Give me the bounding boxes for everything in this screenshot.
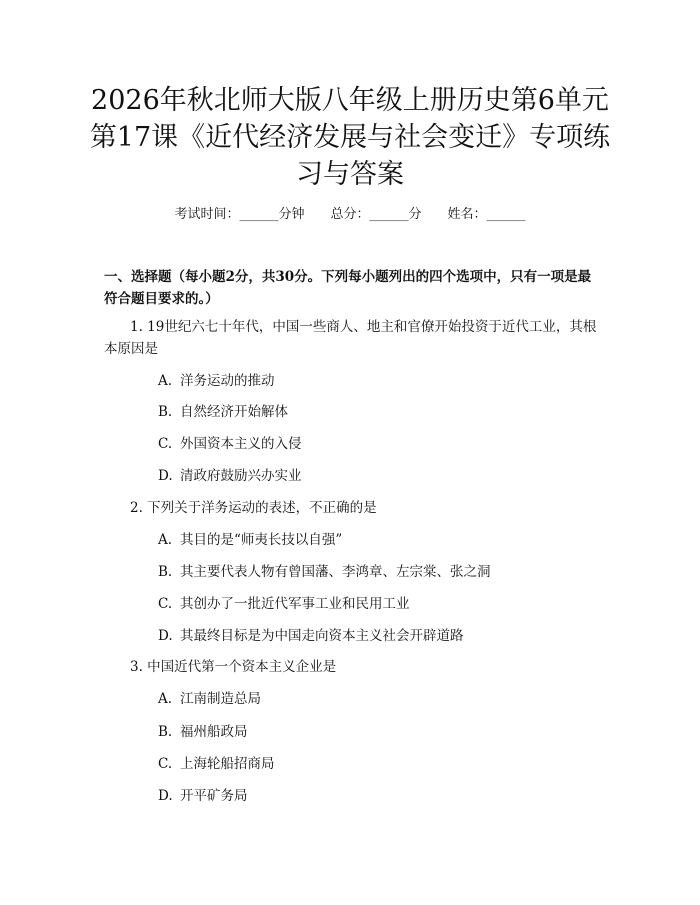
option-letter: D. (158, 468, 173, 484)
option-letter: B. (158, 564, 173, 580)
question-1-option-a (158, 371, 275, 391)
question-text: 2. 下列关于洋务运动的表述，不正确的是 (130, 500, 377, 516)
option-letter: D. (158, 628, 173, 644)
option-letter: C. (158, 596, 173, 612)
document-title: 2026年秋北师大版八年级上册历史第6单元第17课《近代经济发展与社会变迁》专项练习与答案 (89, 85, 611, 190)
option-letter: A. (158, 691, 173, 707)
option-text: 其主要代表人物有曾国藩、李鸿章、左宗棠、张之洞 (180, 564, 491, 580)
option-text: 江南制造总局 (180, 691, 261, 707)
question-2-option-c (158, 594, 410, 614)
option-text: 其目的是“师夷长技以自强” (180, 532, 343, 548)
question-2-option-d (158, 626, 464, 646)
question-2-option-a (158, 530, 342, 550)
option-letter: A. (158, 373, 173, 389)
total-score-field: 总分：______分 (330, 207, 422, 222)
question-3-option-b (158, 722, 248, 742)
option-letter: C. (158, 436, 173, 452)
option-text: 其最终目标是为中国走向资本主义社会开辟道路 (180, 628, 464, 644)
question-text: 1. 19世纪六七十年代，中国一些商人、地主和官僚开始投资于近代工业，其根本原因是 (104, 319, 597, 357)
question-2-option-b (158, 562, 491, 582)
option-letter: A. (158, 532, 173, 548)
section-heading: 一、选择题（每小题2分，共30分。下列每小题列出的四个选项中，只有一项是最符合题目要求的。） (104, 269, 592, 307)
student-name-field: 姓名：______ (447, 207, 526, 222)
question-3-option-c (158, 754, 275, 774)
option-text: 清政府鼓励兴办实业 (180, 468, 302, 484)
question-1 (104, 316, 604, 360)
option-text: 开平矿务局 (180, 788, 248, 804)
question-1-option-d (158, 466, 302, 486)
option-text: 其创办了一批近代军事工业和民用工业 (180, 596, 410, 612)
option-text: 自然经济开始解体 (180, 404, 288, 420)
option-text: 福州船政局 (180, 724, 248, 740)
question-3 (104, 656, 604, 678)
question-text: 3. 中国近代第一个资本主义企业是 (130, 659, 337, 675)
question-1-option-b (158, 402, 288, 422)
option-letter: B. (158, 724, 173, 740)
exam-time-field: 考试时间：______分钟 (174, 207, 305, 222)
question-1-option-c (158, 434, 302, 454)
option-text: 洋务运动的推动 (180, 373, 275, 389)
question-3-option-a (158, 689, 261, 709)
option-letter: B. (158, 404, 173, 420)
exam-info (0, 205, 700, 225)
option-text: 上海轮船招商局 (180, 756, 275, 772)
option-letter: C. (158, 756, 173, 772)
option-text: 外国资本主义的入侵 (180, 436, 302, 452)
question-2 (104, 497, 604, 519)
option-letter: D. (158, 788, 173, 804)
question-3-option-d (158, 786, 248, 806)
